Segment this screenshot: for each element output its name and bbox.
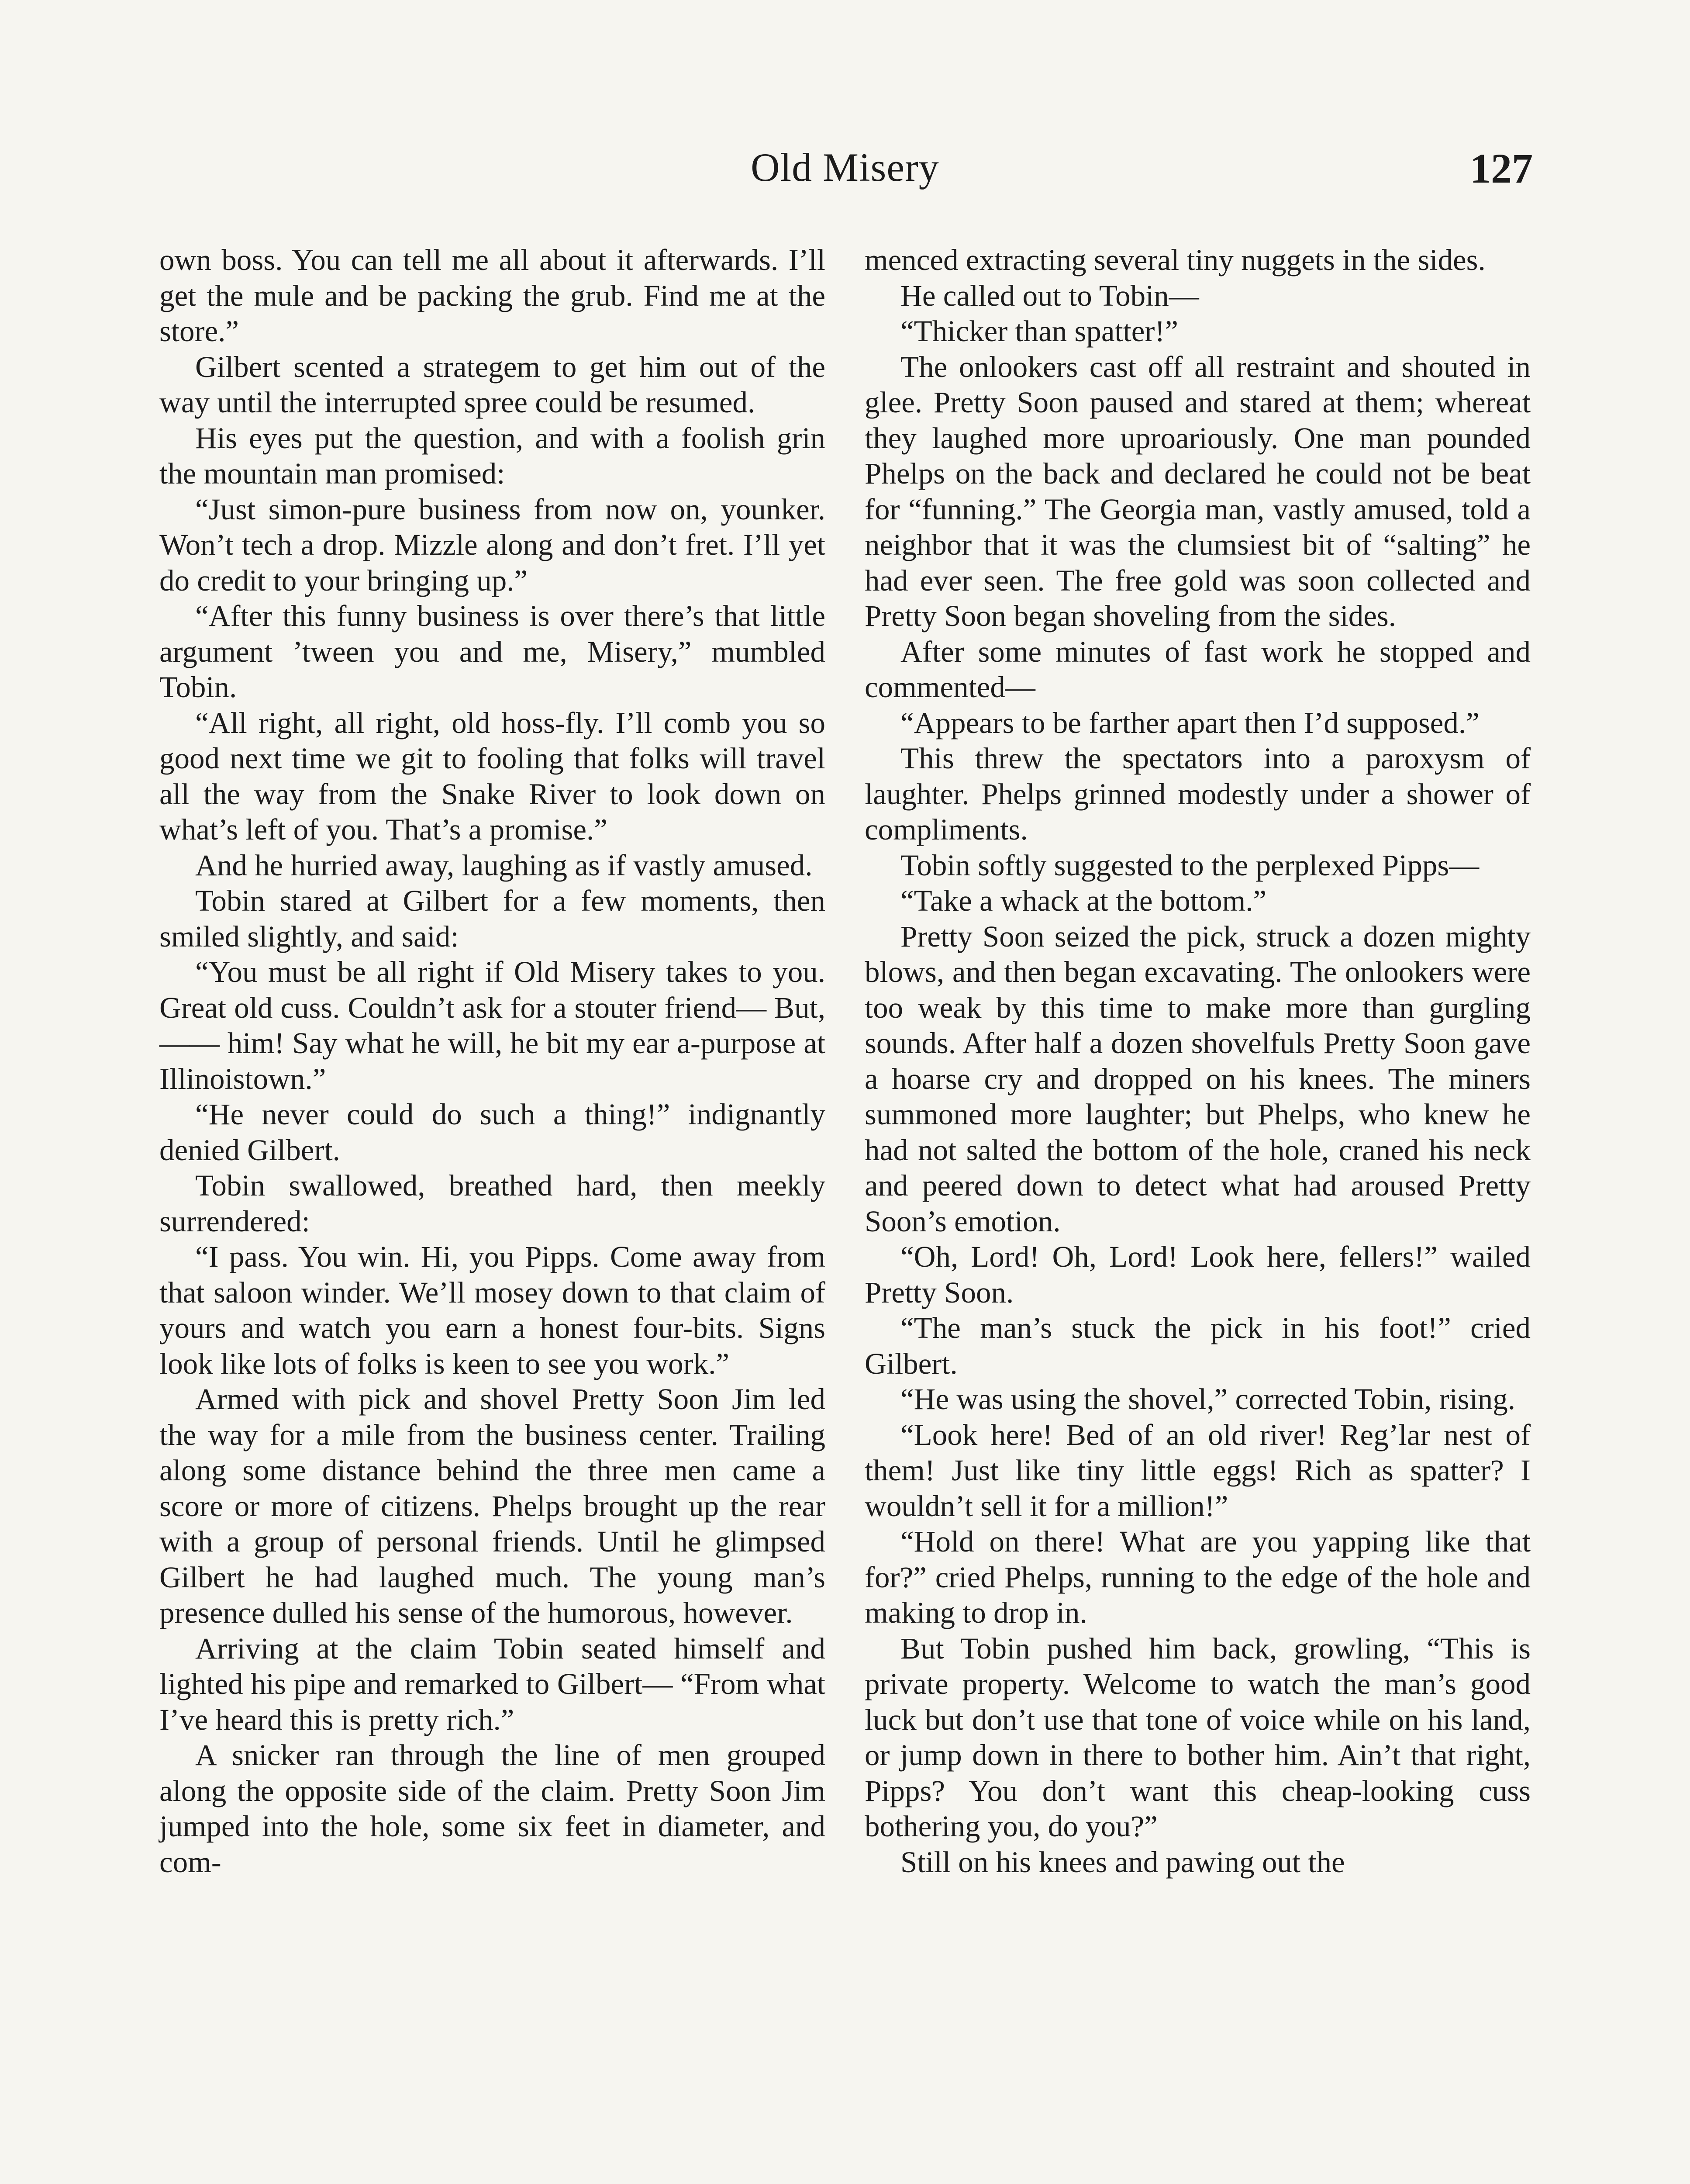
paragraph: Still on his knees and pawing out the — [900, 1845, 1345, 1879]
paragraph: He called out to Tobin— — [900, 279, 1199, 312]
paragraph: “All right, all right, old hoss-fly. I’ll comb you so good next time we git to fooling that folks will travel all the way from the Snake River to look down on what’s left of you. That’s a promise.” — [159, 706, 825, 846]
paragraph: “After this funny business is over there’s that little argument ’tween you and me, Misery,” mumbled Tobin. — [159, 599, 825, 704]
paragraph: “You must be all right if Old Misery takes to you. Great old cuss. Couldn’t ask for a stouter friend— But,—— him! Say what he will, he bit my ear a-purpose at Illinoistown.” — [159, 955, 825, 1095]
paragraph: Tobin softly suggested to the perplexed Pipps— — [900, 848, 1480, 882]
paragraph: Pretty Soon seized the pick, struck a dozen mighty blows, and then began excavating. The onlookers were too weak by this time to make more than gurgling sounds. After half a dozen shovelfuls Pretty Soon gave a hoarse cry and dropped on his knees. The miners summoned more laughter; but Phelps, who knew he had not salted the bottom of the hole, craned his neck and peered down to detect what had aroused Pretty Soon’s emotion. — [865, 919, 1531, 1238]
paragraph: Tobin swallowed, breathed hard, then meekly surrendered: — [159, 1169, 825, 1238]
paragraph: menced extracting several tiny nuggets in the sides. — [865, 243, 1486, 276]
paragraph: This threw the spectators into a paroxysm of laughter. Phelps grinned modestly under a shower of compliments. — [865, 742, 1531, 846]
paragraph: “I pass. You win. Hi, you Pipps. Come away from that saloon winder. We’ll mosey down to that claim of yours and watch you earn a honest four-bits. Signs look like lots of folks is keen to see you work.” — [159, 1240, 825, 1380]
paragraph: After some minutes of fast work he stopped and commented— — [865, 635, 1531, 704]
paragraph: Gilbert scented a strategem to get him out of the way until the interrupted spree could be resumed. — [159, 350, 825, 419]
paragraph: Armed with pick and shovel Pretty Soon Jim led the way for a mile from the business center. Trailing along some distance behind the three men came a score or more of citizens. Phelps brought up the rear with a group of personal friends. Until he glimpsed Gilbert he had laughed much. The young man’s presence dulled his sense of the humorous, however. — [159, 1382, 825, 1629]
paragraph: Arriving at the claim Tobin seated himself and lighted his pipe and remarked to Gilbert— “From what I’ve heard this is pretty rich.” — [159, 1631, 825, 1736]
paragraph: His eyes put the question, and with a foolish grin the mountain man promised: — [159, 421, 825, 490]
paragraph: “Thicker than spatter!” — [900, 314, 1178, 348]
paragraph: And he hurried away, laughing as if vastly amused. — [195, 848, 813, 882]
paragraph: A snicker ran through the line of men grouped along the opposite side of the claim. Pretty Soon Jim jumped into the hole, some six feet in diameter, and com- — [159, 1738, 825, 1879]
running-title: Old Misery — [751, 145, 939, 190]
left-text-column — [159, 242, 825, 1880]
paragraph: “The man’s stuck the pick in his foot!” cried Gilbert. — [865, 1311, 1531, 1380]
paragraph: But Tobin pushed him back, growling, “This is private property. Welcome to watch the man’s good luck but don’t use that tone of voice while on his land, or jump down in there to bother him. Ain’t that right, Pipps? You don’t want this cheap-looking cuss bothering you, do you?” — [865, 1631, 1531, 1843]
paragraph: “He was using the shovel,” corrected Tobin, rising. — [900, 1382, 1516, 1416]
paragraph: “Oh, Lord! Oh, Lord! Look here, fellers!” wailed Pretty Soon. — [865, 1240, 1531, 1309]
paragraph: “Look here! Bed of an old river! Reg’lar nest of them! Just like tiny little eggs! Rich as spatter? I wouldn’t sell it for a million!” — [865, 1418, 1531, 1523]
paragraph: “Appears to be farther apart then I’d supposed.” — [900, 706, 1480, 740]
page-number: 127 — [1470, 145, 1533, 192]
paragraph: The onlookers cast off all restraint and shouted in glee. Pretty Soon paused and stared at them; whereat they laughed more uproariously. One man pounded Phelps on the back and declared he could not be beat for “funning.” The Georgia man, vastly amused, told a neighbor that it was the clumsiest bit of “salting” he had ever seen. The free gold was soon collected and Pretty Soon began shoveling from the sides. — [865, 350, 1531, 632]
paragraph: “He never could do such a thing!” indignantly denied Gilbert. — [159, 1098, 825, 1167]
paragraph: “Just simon-pure business from now on, younker. Won’t tech a drop. Mizzle along and don’t fret. I’ll yet do credit to your bringing up.” — [159, 492, 825, 597]
right-text-column — [865, 242, 1531, 1880]
paragraph: Tobin stared at Gilbert for a few moments, then smiled slightly, and said: — [159, 884, 825, 953]
paragraph: own boss. You can tell me all about it afterwards. I’ll get the mule and be packing the grub. Find me at the store.” — [159, 243, 825, 348]
paragraph: “Take a whack at the bottom.” — [900, 884, 1267, 917]
paragraph: “Hold on there! What are you yapping like that for?” cried Phelps, running to the edge of the hole and making to drop in. — [865, 1525, 1531, 1629]
